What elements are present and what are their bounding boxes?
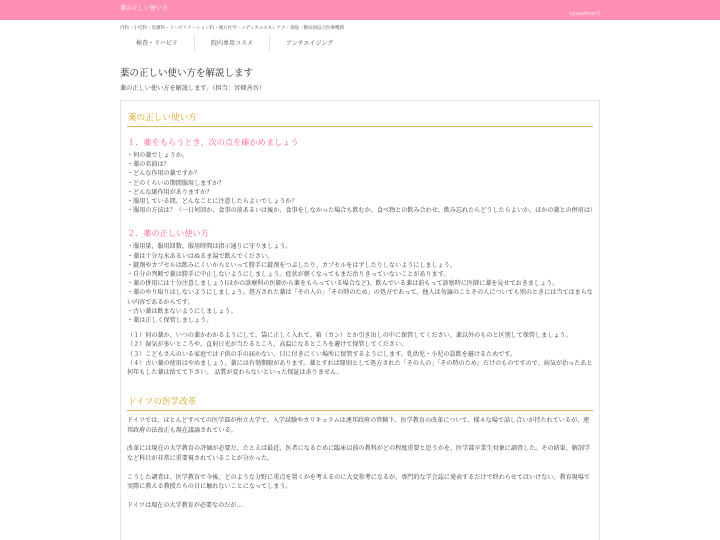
- list-item: ・服用量、服用回数、服用時間は指示通りに守りましょう。: [127, 243, 292, 251]
- main-nav: [120, 34, 345, 52]
- list-item: （１）何の薬か、いつの薬かわかるようにして、袋に正しく入れて、箱（カン）とか引き出しの中に保管してください。薬以外のものと区別して保管しましょう。: [127, 332, 572, 340]
- site-title[interactable]: 薬の正しい使い方: [120, 5, 169, 12]
- section-title-medicine-use: 薬の正しい使い方: [127, 105, 593, 127]
- page-title: 薬の正しい使い方を解説します: [120, 68, 254, 79]
- list-item: ・古い薬は飲まないようにしましょう。: [127, 307, 237, 315]
- site-subtitle: 内科・小児科・皮膚科・リハビリテーション科・漢方医学・メディカルスキンケア・義陽・糖尿病協力医療機関: [120, 26, 344, 31]
- article-box: [120, 100, 600, 540]
- list-item: ・薬のやり取りはしないようにしましょう。処方された薬は「その人の」「その時のため」の処方であって、他人は勿論のことその人についても別のときには当てはまらない内容であるからです。: [127, 289, 593, 306]
- nav-item-cosmetics[interactable]: 院内専用コスメ: [195, 34, 270, 52]
- paragraph: こうした調査は、医学教育で今後、どのような分野に重点を置くかを考えるのに大変参考になるが、専門的な学会誌に発表するだけで終わらせてはいけない。教育現場で実際に教える教授たちの目に触れないことになってしまう。: [127, 473, 590, 491]
- list-item: ・服用している間、どんなことに注意したらよいでしょうか？: [127, 198, 298, 206]
- storage-list: [127, 331, 593, 377]
- top-right-text[interactable]: nasyabiner5: [569, 11, 600, 17]
- paragraph: 改革には現在の大学教育の評価が必要だ。たとえば最近、医者になるために臨床以前の教科がどの程度重要と思うかを、医学部卒業生対象に調査した。その結果、解剖学など科目が非常に重要視されていることが分かった。: [127, 445, 591, 463]
- section-title-germany: ドイツの医学改革: [127, 389, 593, 411]
- list-item: （２）湿気が多いところや、直射日光が当たるところ、高温になるところを避けて保管してください。: [127, 341, 408, 349]
- list-item: ・薬は十分な水あるいはぬるま湯で飲んでください。: [127, 252, 274, 260]
- page-lead: 薬の正しい使い方を解説します。（担当：宮畑善吾）: [120, 85, 265, 92]
- list-item: （３）こどもさんのいる家庭では子供の手の届かない、目に付きにくい場所に保管するようにします。乳幼児・小児の誤飲を避けるためです。: [127, 350, 517, 358]
- list-item: ・自分の判断で薬は勝手に中止しないようにしましょう。症状が軽くなってもまだ治りきっていないことがあります。: [127, 271, 450, 279]
- list-item: ・服用の方法は？（一日何回か、食事の前あるいは後か、食事をしなかった場合も飲むか、食べ物との飲み合わせ、飲み忘れたらどうしたらよいか、ほかの薬との併用は）: [127, 207, 597, 215]
- list-item: ・どんな作用の薬ですか？: [127, 170, 201, 178]
- list-item: ・どのくらいの期間服用しますか？: [127, 179, 225, 187]
- usage-list: [127, 242, 593, 325]
- paragraph: ドイツは現在の大学教育が必要なのだが...: [127, 501, 243, 509]
- list-item: ・薬の併用には十分注意しましょう(ほかの診療科の医師から薬をもらっている場合など)。飲んでいる薬は前もって診察時に医師に薬を見せておきましょう。: [127, 280, 559, 288]
- list-item: ・錠剤やカプセルは飲みにくいからといって勝手に錠剤をつぶしたり、カプセルをはずしたりしないようにしましょう。: [127, 261, 456, 269]
- top-bar: [0, 0, 720, 20]
- paragraph: ドイツでは、ほとんどすべての医学部が州立大学で、入学試験やカリキュラムは連邦政府の管轄下。医学教育の改革について、様々な場で話し合いが持たれているが、連邦政府の法改正も現在議論されている。: [127, 417, 590, 434]
- nav-item-exam-rehab[interactable]: 検査・リハビリ: [120, 34, 195, 52]
- list-item: （４）古い薬の使用はやめましょう。薬には有効期限があります。薬とすれば原則として処方された「その人の」「その時のため」だけのものですので、病気が治ったあと何年もした薬は捨てて下さい。 品質が変わらないといった保証はありません。: [127, 359, 593, 377]
- checklist: [127, 151, 597, 215]
- list-item: ・何の薬でしょうか。: [127, 152, 188, 159]
- list-item: ・薬は正しく保管しましょう。: [127, 317, 213, 325]
- subsection-title-2: ２．薬の正しい使い方: [127, 228, 209, 239]
- subsection-title-1: １．薬をもらうとき、次の点を確かめましょう: [127, 137, 299, 147]
- article-content: [127, 105, 597, 510]
- nav-item-antiaging[interactable]: アンチエイジング: [286, 40, 334, 47]
- list-item: ・薬の名前は？: [127, 161, 170, 169]
- list-item: ・どんな副作用がありますか？: [127, 188, 213, 196]
